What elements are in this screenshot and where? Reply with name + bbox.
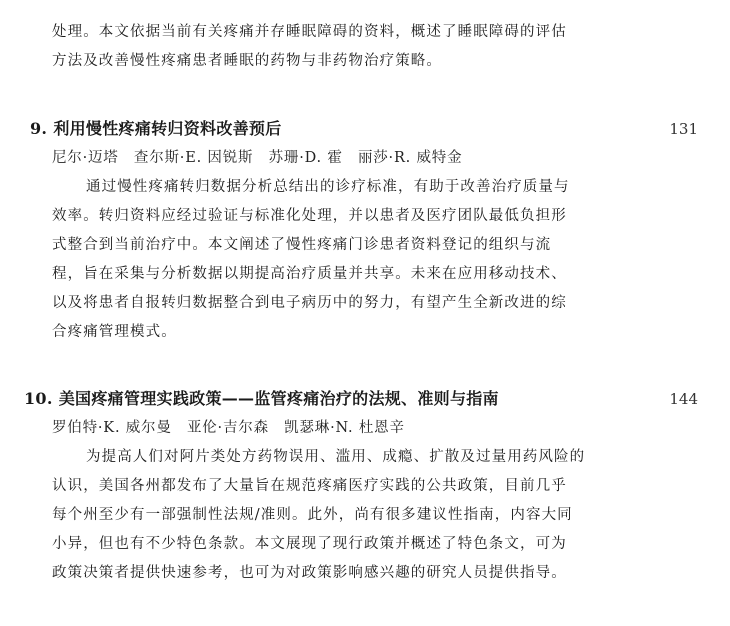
- intro-line: 方法及改善慢性疼痛患者睡眠的药物与非药物治疗策略。: [52, 53, 442, 69]
- intro-line: 处理。本文依据当前有关疼痛并存睡眠障碍的资料，概述了睡眠障碍的评估: [52, 24, 567, 40]
- abstract-line: 政策决策者提供快速参考，也可为对政策影响感兴趣的研究人员提供指导。: [52, 565, 567, 581]
- entry-title-text: 利用慢性疼痛转归资料改善预后: [53, 119, 282, 138]
- entry-number: 9.: [30, 119, 48, 138]
- entry-page-number: 131: [669, 120, 698, 138]
- entry-authors: 尼尔·迈塔 查尔斯·E. 因锐斯 苏珊·D. 霍 丽莎·R. 威特金: [52, 150, 463, 166]
- entry-title-text: 美国疼痛管理实践政策——监管疼痛治疗的法规、准则与指南: [58, 389, 499, 408]
- entry-abstract: [52, 443, 652, 588]
- entry-abstract: [52, 173, 652, 347]
- entry-authors: 罗伯特·K. 威尔曼 亚伦·吉尔森 凯瑟琳·N. 杜恩辛: [52, 420, 405, 436]
- abstract-line: 小异，但也有不少特色条款。本文展现了现行政策并概述了特色条文，可为: [52, 536, 567, 552]
- abstract-line: 每个州至少有一部强制性法规/准则。此外，尚有很多建议性指南，内容大同: [52, 507, 573, 523]
- abstract-line: 认识，美国各州都发布了大量旨在规范疼痛医疗实践的公共政策，目前几乎: [52, 478, 567, 494]
- abstract-line: 式整合到当前治疗中。本文阐述了慢性疼痛门诊患者资料登记的组织与流: [52, 237, 552, 253]
- entry-page-number: 144: [669, 390, 698, 408]
- entry-title: [24, 387, 499, 411]
- abstract-line: 程，旨在采集与分析数据以期提高治疗质量并共享。未来在应用移动技术、: [52, 266, 567, 282]
- abstract-line: 以及将患者自报转归数据整合到电子病历中的努力，有望产生全新改进的综: [52, 295, 567, 311]
- intro-paragraph: [52, 18, 652, 76]
- abstract-line: 为提高人们对阿片类处方药物误用、滥用、成瘾、扩散及过量用药风险的: [86, 449, 586, 465]
- abstract-line: 通过慢性疼痛转归数据分析总结出的诊疗标准，有助于改善治疗质量与: [86, 179, 570, 195]
- abstract-line: 效率。转归资料应经过验证与标准化处理，并以患者及医疗团队最低负担形: [52, 208, 567, 224]
- abstract-line: 合疼痛管理模式。: [52, 324, 177, 340]
- entry-title: [30, 117, 282, 141]
- entry-number: 10.: [24, 389, 53, 408]
